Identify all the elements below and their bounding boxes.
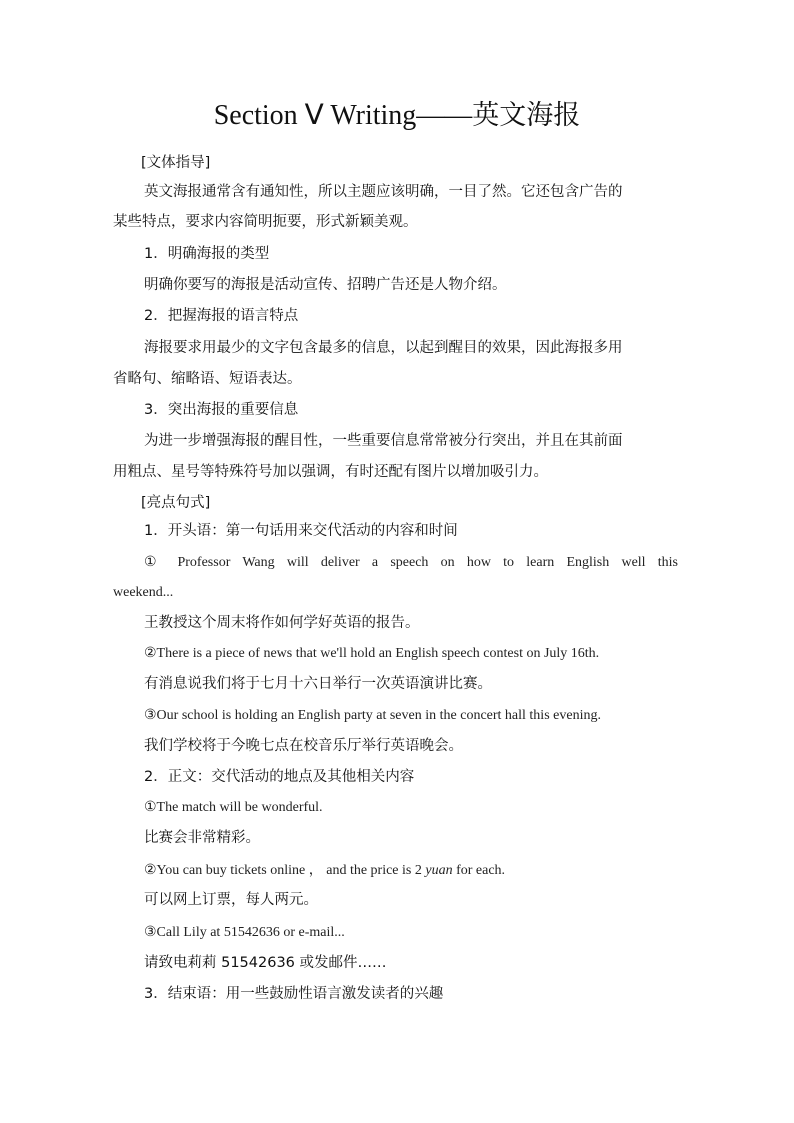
section-2-heading: 2．正文：交代活动的地点及其他相关内容	[144, 769, 415, 785]
point-3-text-line-1: 为进一步增强海报的醒目性，一些重要信息常常被分行突出，并且在其前面	[144, 433, 623, 449]
example-1-3-english: ③Our school is holding an English party at seven in the concert hall this evening.	[144, 708, 601, 723]
page-title-english: Section Ⅴ Writing——	[213, 100, 473, 131]
point-3-heading: 3．突出海报的重要信息	[144, 402, 299, 418]
page-title-chinese: 英文海报	[472, 100, 581, 131]
example-1-1-chinese: 王教授这个周末将作如何学好英语的报告。	[144, 615, 420, 631]
style-guide-heading: [文体指导]	[141, 155, 211, 171]
example-2-3-english: ③Call Lily at 51542636 or e-mail...	[144, 925, 345, 940]
point-2-text-line-1: 海报要求用最少的文字包含最多的信息，以起到醒目的效果，因此海报多用	[144, 340, 623, 356]
example-2-2-text-c: for each.	[452, 863, 506, 878]
page-title	[0, 98, 794, 134]
point-1-heading: 1．明确海报的类型	[144, 246, 270, 262]
example-2-2-yuan: yuan	[425, 863, 453, 878]
section-3-heading: 3．结束语：用一些鼓励性语言激发读者的兴趣	[144, 986, 444, 1002]
example-1-2-english: ②There is a piece of news that we'll hold an English speech contest on July 16th.	[144, 646, 600, 661]
point-2-text-line-2: 省略句、缩略语、短语表达。	[113, 371, 302, 387]
point-1-text: 明确你要写的海报是活动宣传、招聘广告还是人物介绍。	[144, 277, 507, 293]
example-1-3-chinese: 我们学校将于今晚七点在校音乐厅举行英语晚会。	[144, 738, 463, 754]
point-2-heading: 2．把握海报的语言特点	[144, 308, 299, 324]
example-2-2-chinese: 可以网上订票，每人两元。	[144, 892, 318, 908]
point-3-text-line-2: 用粗点、星号等特殊符号加以强调，有时还配有图片以增加吸引力。	[113, 464, 548, 480]
intro-line-2: 某些特点，要求内容简明扼要，形式新颖美观。	[113, 214, 418, 230]
example-2-3-chinese: 请致电莉莉 51542636 或发邮件……	[144, 955, 387, 971]
section-1-heading: 1．开头语：第一句话用来交代活动的内容和时间	[144, 523, 458, 539]
intro-line-1: 英文海报通常含有通知性，所以主题应该明确，一目了然。它还包含广告的	[144, 184, 623, 200]
example-2-2-english	[144, 860, 505, 882]
example-1-2-chinese: 有消息说我们将于七月十六日举行一次英语演讲比赛。	[144, 676, 492, 692]
example-2-1-chinese: 比赛会非常精彩。	[144, 830, 260, 846]
example-2-1-english: ①The match will be wonderful.	[144, 800, 323, 815]
example-1-1-english-line-2: weekend...	[113, 585, 174, 600]
example-1-1-english-line-1: ① Professor Wang will deliver a speech on how to learn English well this	[144, 555, 678, 570]
highlights-heading: [亮点句式]	[141, 495, 211, 511]
example-2-2-text-a: ②You can buy tickets online ， and the price is 2	[144, 863, 426, 878]
